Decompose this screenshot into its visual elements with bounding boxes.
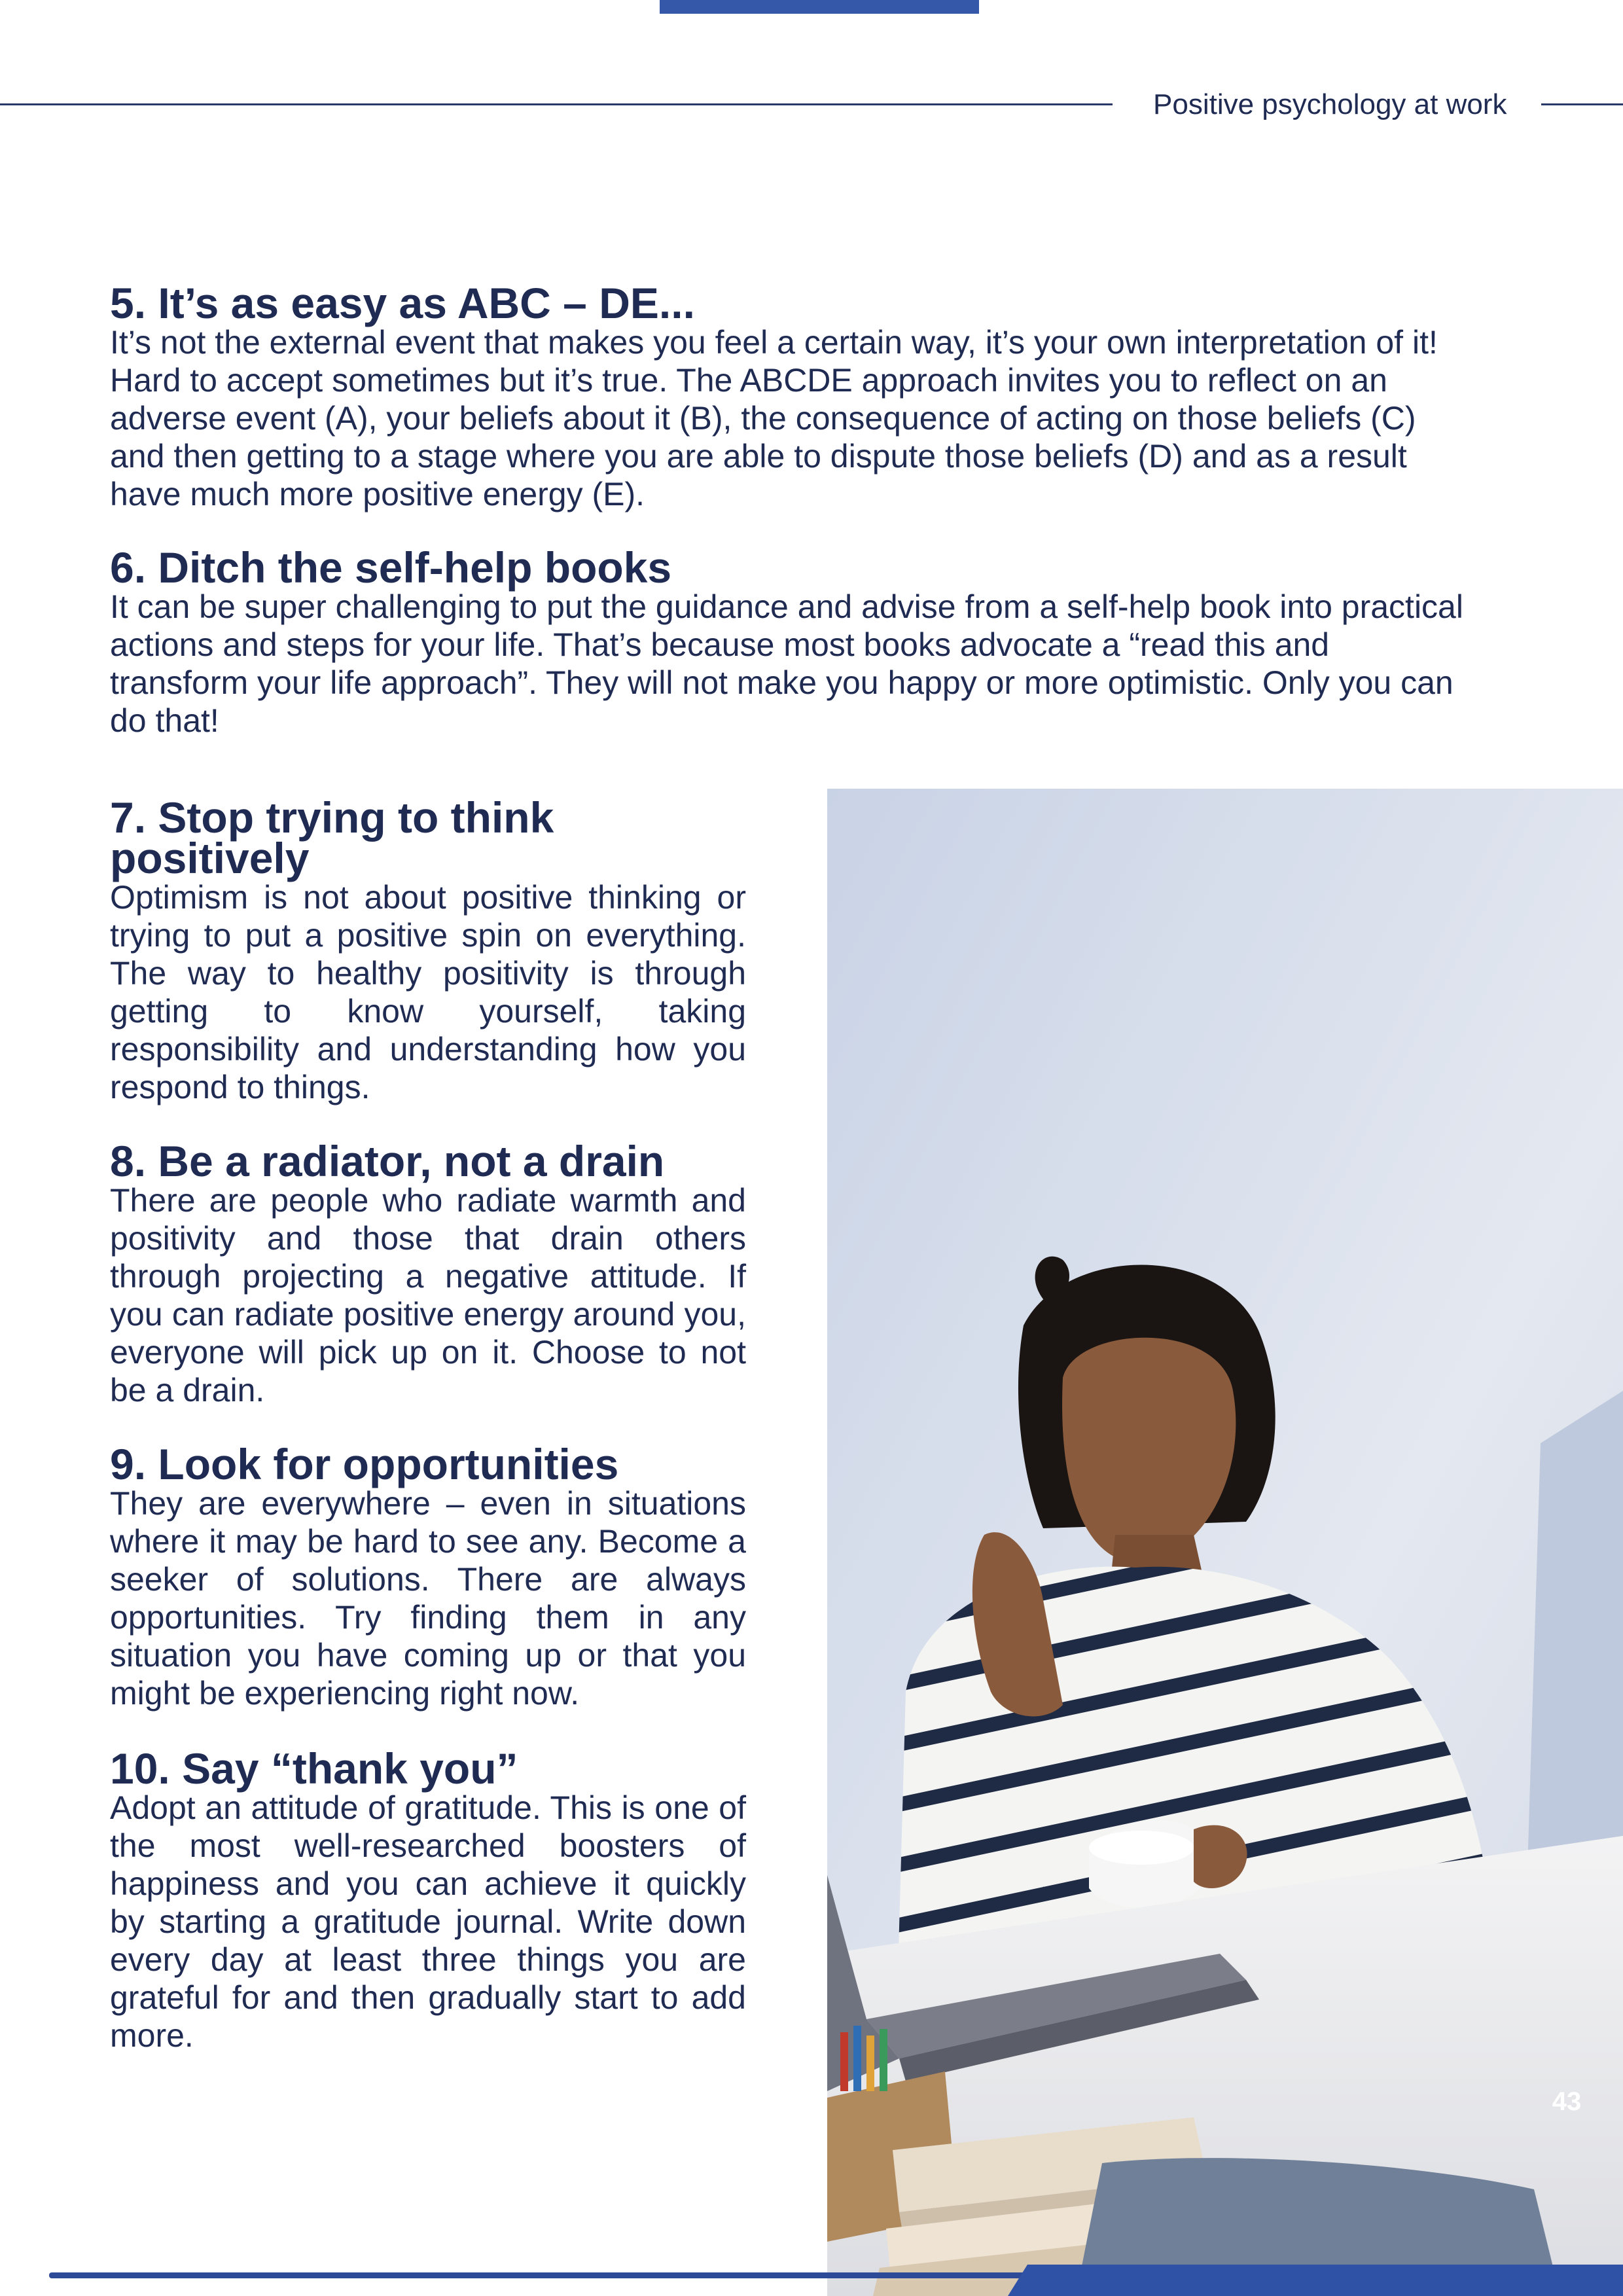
footer-rule <box>49 2272 1031 2278</box>
tip-heading: 10. Say “thank you” <box>110 1744 518 1793</box>
tip-body: Adopt an attitude of gratitude. This is one of the most well-researched boosters of happiness and you can achieve it quickly by starting a gratitude journal. Write down every day at least three things you are grateful for and then gradually start to add more. <box>110 1789 746 2054</box>
tip-section-5 <box>110 279 1474 513</box>
tip-section-10 <box>110 1744 746 2054</box>
tip-section-6 <box>110 543 1474 740</box>
page-number: 43 <box>1552 2087 1582 2116</box>
running-header: Positive psychology at work <box>1153 88 1507 120</box>
tip-body: It’s not the external event that makes you feel a certain way, it’s your own interpretation of it! Hard to accept sometimes but it’s true. The ABCDE approach invites you to reflect on an adverse event (A), your beliefs about it (B), the consequence of acting on those beliefs (C) and then getting to a stage where you are able to dispute those beliefs (D) and as a result have much more positive energy (E). <box>110 324 1438 512</box>
photo-woman-with-laptop <box>827 789 1623 2296</box>
header-rule-right <box>1541 103 1623 105</box>
tip-section-9 <box>110 1440 746 1712</box>
tip-section-7 <box>110 793 746 1106</box>
tip-heading: 6. Ditch the self-help books <box>110 543 672 592</box>
tip-heading: 9. Look for opportunities <box>110 1440 619 1488</box>
footer-accent-band <box>1008 2265 1623 2296</box>
tip-heading: 5. It’s as easy as ABC – DE... <box>110 279 695 327</box>
tip-body: They are everywhere – even in situations where it may be hard to see any. Become a seeker of solutions. There are always opportunities. Try finding them in any situation you have coming up or that you might be experiencing right now. <box>110 1485 746 1712</box>
tip-body: There are people who radiate warmth and positivity and those that drain others through projecting a negative attitude. If you can radiate positive energy around you, everyone will pick up on it. Choose to not be a drain. <box>110 1182 746 1408</box>
tip-heading: 7. Stop trying to think positively <box>110 793 554 882</box>
header-rule-left <box>0 103 1113 105</box>
tip-section-8 <box>110 1137 746 1409</box>
tip-body: It can be super challenging to put the guidance and advise from a self-help book into practical actions and steps for your life. That’s because most books advocate a “read this and transform your life approach”. They will not make you happy or more optimistic. Only you can do that! <box>110 588 1463 739</box>
tip-heading: 8. Be a radiator, not a drain <box>110 1137 665 1185</box>
top-accent-bar <box>660 0 979 14</box>
tip-body: Optimism is not about positive thinking or trying to put a positive spin on everything. The way to healthy positivity is through getting to know yourself, taking responsibility and understanding how you respond to things. <box>110 879 746 1105</box>
